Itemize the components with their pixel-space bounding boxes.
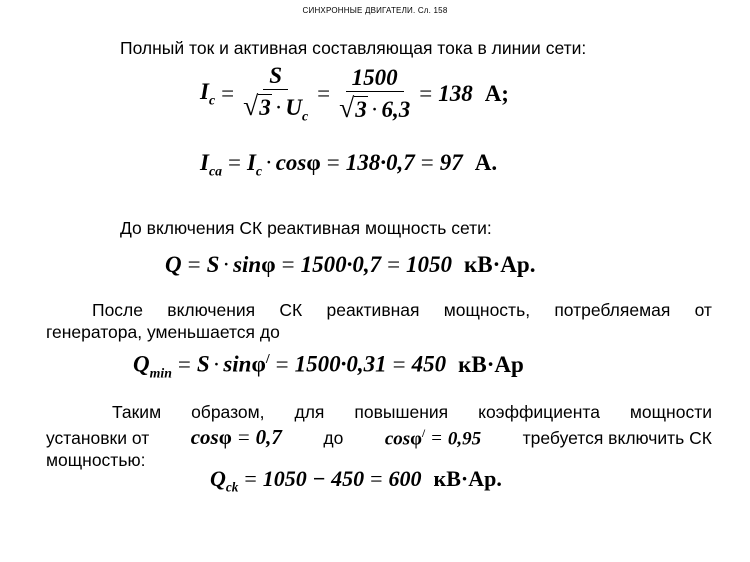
before-text: До включения СК реактивная мощность сети:	[120, 218, 492, 238]
conclusion-line1: Таким образом, для повышения коэффициента мощности	[112, 402, 712, 422]
conclusion-line2: установки от cosφ = 0,7 до cosφ/ = 0,95 требуется включить СК	[46, 425, 712, 449]
formula-line-qck: $Q_{ck} = 1050 - 450 = 600$ кВ·Ар.	[210, 466, 502, 495]
slide-header: СИНХРОННЫЕ ДВИГАТЕЛИ. Сл. 158	[302, 6, 448, 15]
formula-line-qmin: $Q_{min} = S \cdot \sin\varphi^/ = 1500\cdot 0,31 = 450$ кВ·Ар	[133, 351, 524, 381]
conclusion-line3: мощностью:	[46, 450, 146, 470]
after-text-line2: генератора, уменьшается до	[46, 322, 280, 342]
formula-unit: А;	[484, 80, 509, 106]
formula-line-reactive-power: Q = S · sinφ = 1500·0,7 = 1050 кВ·Ар.	[165, 252, 536, 277]
formula-line-current: $I_c$ = $\frac{S}{√3 \cdot U_c}$ = $\frac{1500}{√3 \cdot 6,3}$ = 138 А;	[200, 63, 509, 124]
fraction-s-over-root3-uc: $\frac{S}{√3 \cdot U_c}$	[243, 63, 309, 124]
fraction-1500-over-root3-6-3: $\frac{1500}{√3 \cdot 6,3}$	[339, 64, 411, 123]
formula-lhs: $I_c$	[200, 78, 216, 108]
intro-text: Полный ток и активная составляющая тока в линии сети:	[120, 38, 587, 58]
formula-result: 138	[438, 80, 473, 106]
after-text-line1: После включения СК реактивная мощность, потребляемая от	[92, 300, 712, 320]
formula-line-active-current: $I_{ca} = I_c \cdot \cos\varphi = 138\cdot 0,7 = 97$ А.	[200, 150, 498, 179]
